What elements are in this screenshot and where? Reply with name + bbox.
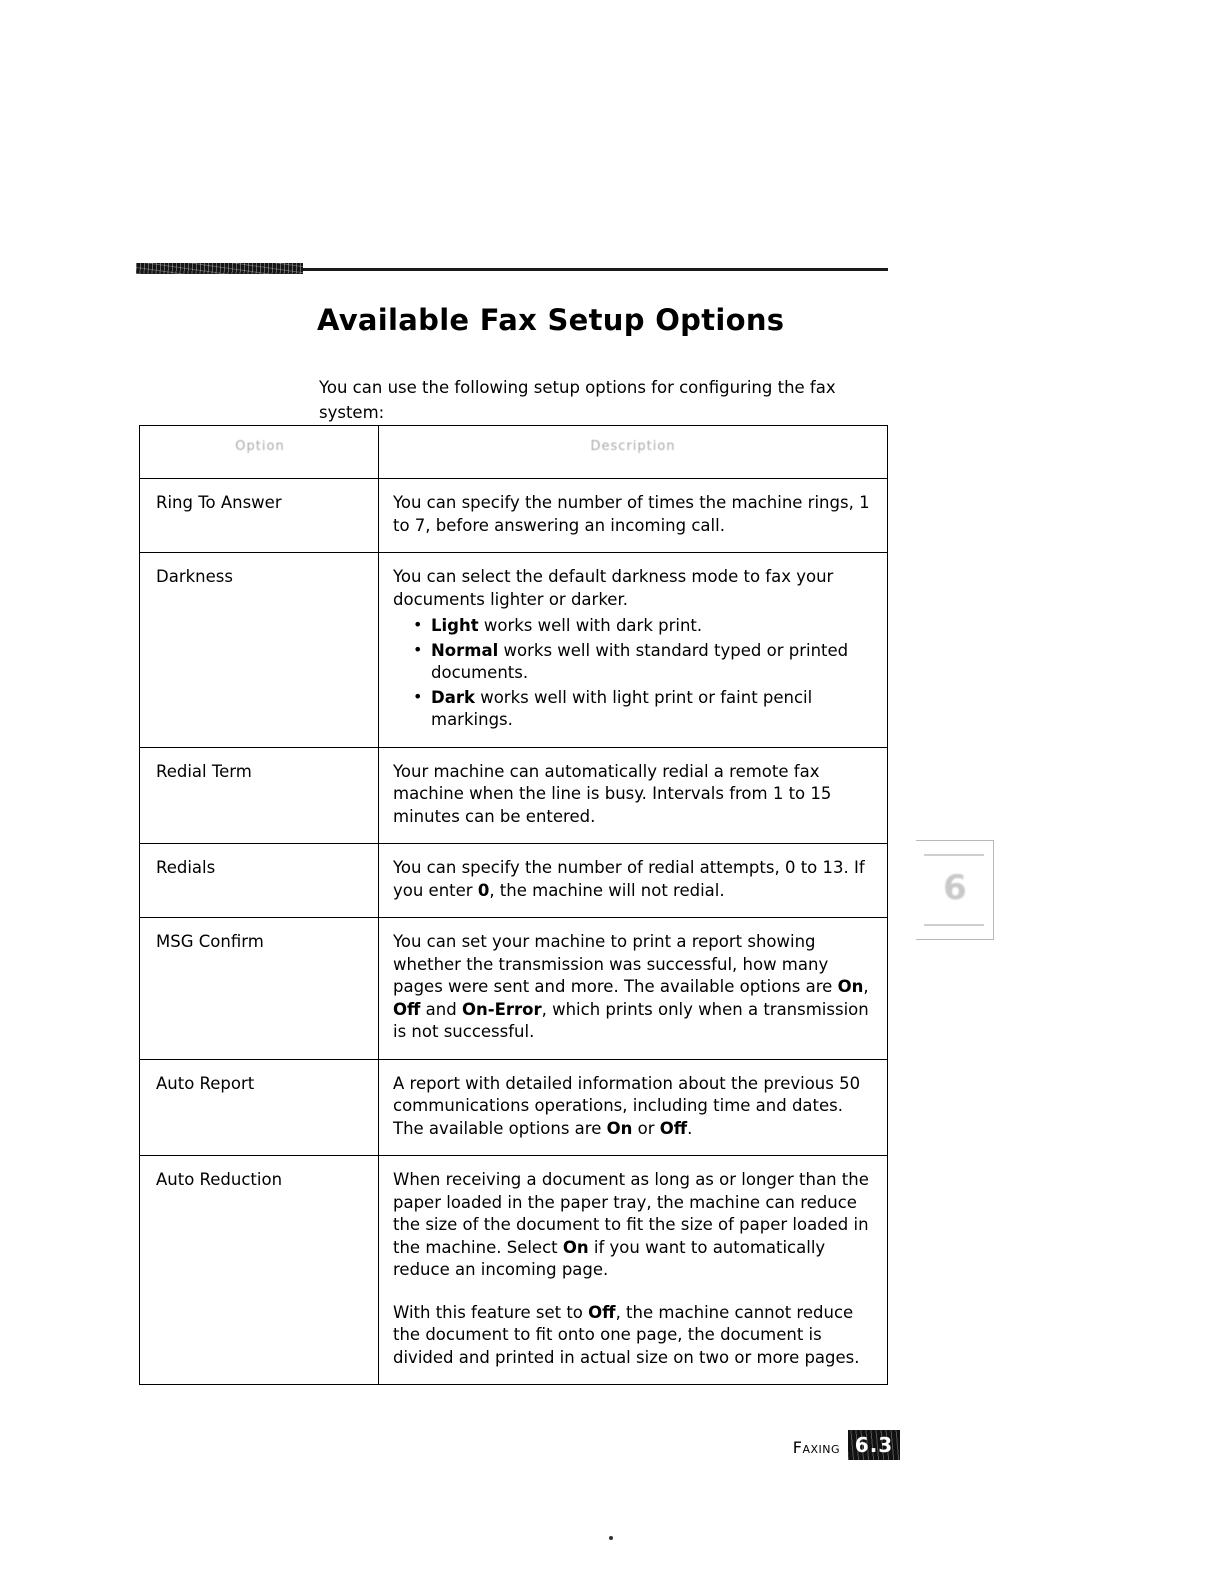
description-bullet-item: • Dark works well with light print or faint pencil markings. [413, 687, 873, 732]
description-paragraph: When receiving a document as long as or longer than the paper loaded in the paper tray, the machine can reduce the size of the document to fit the size of paper loaded in the machine. Select On if you want to automatically reduce an incoming page. [393, 1170, 869, 1279]
option-name-cell: Redial Term [140, 747, 379, 844]
description-paragraph: A report with detailed information about the previous 50 communications operations, including time and dates. The available options are On or Off. [393, 1073, 861, 1138]
table-header-option: Option [140, 426, 379, 479]
option-description-cell [379, 747, 888, 844]
description-paragraph: You can select the default darkness mode to fax your documents lighter or darker. [393, 567, 834, 609]
page-footer [770, 1430, 900, 1464]
option-name-cell: Ring To Answer [140, 479, 379, 553]
option-description-cell [379, 844, 888, 918]
table-header-row [140, 426, 888, 479]
description-paragraph: With this feature set to Off, the machine cannot reduce the document to fit onto one page, the document is divided and printed in actual size on two or more pages. [393, 1302, 860, 1367]
fax-setup-options-table [139, 425, 888, 1385]
table-header-description: Description [379, 426, 888, 479]
description-bullet-item: • Light works well with dark print. [413, 615, 873, 638]
option-description-cell [379, 918, 888, 1060]
option-name-cell: Darkness [140, 553, 379, 748]
page-bottom-dot [609, 1536, 613, 1540]
chapter-thumb-scuff-top [924, 854, 984, 856]
table-row [140, 918, 888, 1060]
scan-artifact-smudge [136, 263, 303, 274]
option-name-cell: MSG Confirm [140, 918, 379, 1060]
description-paragraph: You can specify the number of redial attempts, 0 to 13. If you enter 0, the machine will not redial. [393, 858, 865, 900]
option-description-cell [379, 1059, 888, 1156]
chapter-thumb-tab [916, 840, 994, 940]
option-description-cell [379, 553, 888, 748]
table-row [140, 1156, 888, 1385]
chapter-number: 6 [943, 868, 967, 908]
intro-paragraph: You can use the following setup options for configuring the fax system: [319, 377, 836, 422]
description-paragraph: Your machine can automatically redial a remote fax machine when the line is busy. Intervals from 1 to 15 minutes can be entered. [393, 761, 832, 826]
footer-section-label: Faxing [792, 1438, 840, 1457]
fax-setup-options-table-wrapper [139, 425, 888, 1385]
option-description-cell [379, 1156, 888, 1385]
table-row [140, 1059, 888, 1156]
description-paragraph: You can specify the number of times the machine rings, 1 to 7, before answering an incoming call. [393, 493, 870, 535]
chapter-thumb-scuff-bottom [924, 924, 984, 926]
table-row [140, 844, 888, 918]
description-bullet-item: • Normal works well with standard typed or printed documents. [413, 640, 873, 685]
page-title: Available Fax Setup Options [317, 303, 785, 338]
description-paragraph: You can set your machine to print a report showing whether the transmission was successful, how many pages were sent and more. The available options are On, Off and On-Error, which prints only when a transmission is not successful. [393, 932, 869, 1041]
table-row [140, 479, 888, 553]
table-row [140, 747, 888, 844]
table-row [140, 553, 888, 748]
option-description-cell [379, 479, 888, 553]
option-name-cell: Auto Reduction [140, 1156, 379, 1385]
option-name-cell: Auto Report [140, 1059, 379, 1156]
description-bullet-list [393, 615, 873, 732]
option-name-cell: Redials [140, 844, 379, 918]
footer-page-number: 6.3 [854, 1433, 894, 1457]
